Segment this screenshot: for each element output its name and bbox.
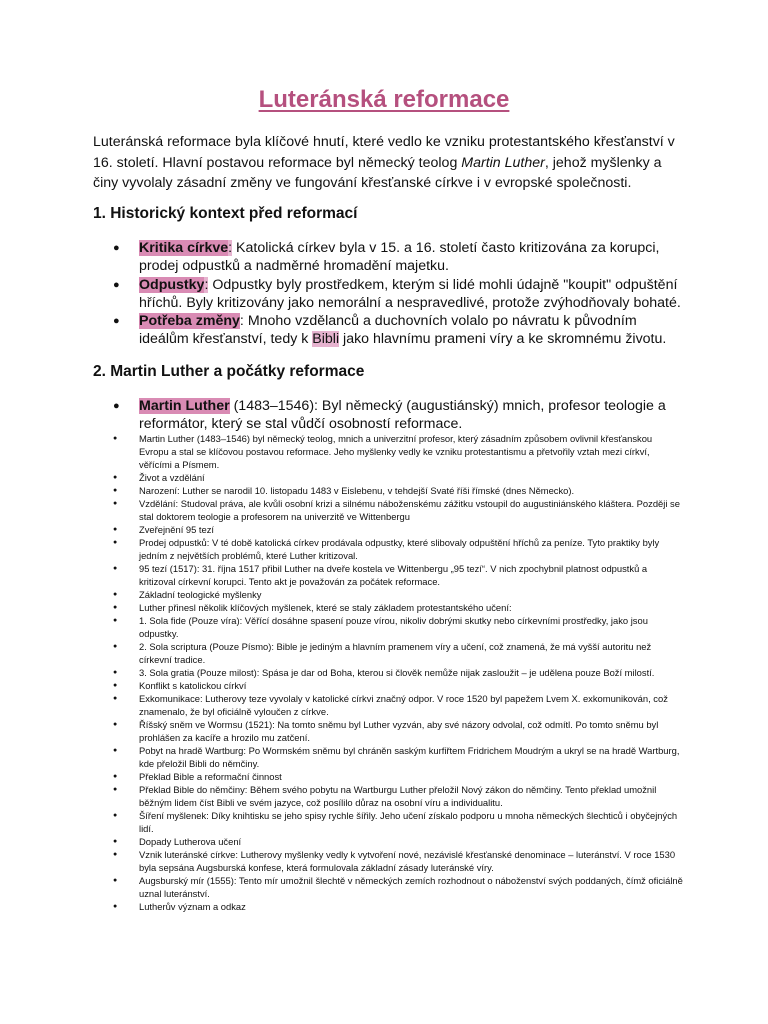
highlight-term: Odpustky <box>139 276 205 293</box>
page-title: Luteránská reformace <box>258 86 510 113</box>
list-item <box>113 276 683 313</box>
intro-name: Martin Luther <box>461 154 545 171</box>
context-list <box>113 239 683 349</box>
list-item: ● Překlad Bible do němčiny: Během svého pobytu na Wartburgu Luther přeložil Nový zákon do němčiny. Tento překlad umožnil běžným lidem číst Bibli ve svém jazyce, což posílilo důraz na osobní víru a individualitu. <box>113 783 683 809</box>
luther-lead-list <box>113 397 683 434</box>
list-item: ● 2. Sola scriptura (Pouze Písmo): Bible je jediným a hlavním pramenem víry a učení, což znamená, že má vyšší autoritu než církevní tradice. <box>113 640 683 666</box>
highlight-term: Martin Luther <box>139 398 230 414</box>
intro-text-end: , jehož myšlenky a činy vyvolaly zásadní změny ve fungování křesťanské církve i v evropské společnosti. <box>93 154 662 191</box>
section-heading-context: 1. Historický kontext před reformací <box>93 205 358 222</box>
highlight-term: Potřeba změny <box>139 313 240 330</box>
term-separator: : <box>239 313 244 330</box>
list-item: ● Pobyt na hradě Wartburg: Po Wormském sněmu byl chráněn saským kurfiřtem Fridrichem Moudrým a ukryl se na hradě Wartburg, kde přeložil Bibli do němčiny. <box>113 744 683 770</box>
item-text: Mnoho vzdělanců a duchovních volalo po návratu k původním ideálům křesťanství, tedy k <box>139 313 637 348</box>
item-text: Katolická církev byla v 15. a 16. století často kritizována za korupci, prodej odpustků a nadměrné hromadění majetku. <box>139 240 660 275</box>
list-item: ● Život a vzdělání <box>113 471 683 484</box>
list-item: ● Dopady Lutherova učení <box>113 835 683 848</box>
highlight-word: Bibli <box>312 331 340 348</box>
list-item: ● Martin Luther (1483–1546) byl německý teolog, mnich a univerzitní profesor, který zásadním způsobem ovlivnil křesťanskou Evropu a stal se klíčovou postavou reformace. Jeho myšlenky vedly ke vzniku protestantismu a přetvořily vztah mezi církví, věřícími a Písmem. <box>113 432 683 471</box>
list-item: ● 3. Sola gratia (Pouze milost): Spása je dar od Boha, kterou si člověk nemůže nijak zasloužit – je udělena pouze Boží milostí. <box>113 666 683 679</box>
list-item: ● Šíření myšlenek: Díky knihtisku se jeho spisy rychle šířily. Jeho učení získalo podporu u mnoha německých šlechticů i obyčejných lidí. <box>113 809 683 835</box>
list-item <box>113 312 683 349</box>
list-item: ● 95 tezí (1517): 31. října 1517 přibil Luther na dveře kostela ve Wittenbergu „95 tezí“. V nich zpochybnil platnost odpustků a kritizoval církevní korupci. Tento akt je považován za počátek reformace. <box>113 562 683 588</box>
luther-detail-list <box>113 432 683 913</box>
list-item: ● Exkomunikace: Lutherovy teze vyvolaly v katolické církvi značný odpor. V roce 1520 byl papežem Lvem X. exkomunikován, což znamenalo, že byl oficiálně vyloučen z církve. <box>113 692 683 718</box>
list-item: ● Augsburský mír (1555): Tento mír umožnil šlechtě v německých zemích rozhodnout o náboženství svých poddaných, čímž oficiálně uznal luteránství. <box>113 874 683 900</box>
term-separator: : <box>228 240 233 256</box>
list-item: ● Luther přinesl několik klíčových myšlenek, které se staly základem protestantského učení: <box>113 601 683 614</box>
intro-paragraph <box>93 132 683 194</box>
list-item: ● Prodej odpustků: V té době katolická církev prodávala odpustky, které slibovaly odpuštění hříchů za peníze. Tyto praktiky byly jedním z největších problémů, které Luther kritizoval. <box>113 536 683 562</box>
list-item: ● Vzdělání: Studoval práva, ale kvůli osobní krizi a silnému náboženskému zážitku vstoupil do augustiniánského kláštera. Později se stal doktorem teologie a profesorem na univerzitě ve Wittenbergu <box>113 497 683 523</box>
item-text: (1483–1546): Byl německý (augustiánský) mnich, profesor teologie a reformátor, který se stal vůdčí osobností reformace. <box>139 398 666 433</box>
list-item <box>113 397 683 434</box>
item-text: Odpustky byly prostředkem, kterým si lidé mohli údajně "koupit" odpuštění hříchů. Byly kritizovány jako nemorální a nespravedlivé, protože zvýhodňovaly bohaté. <box>139 276 681 311</box>
list-item: ● Konflikt s katolickou církví <box>113 679 683 692</box>
list-item: ● Narození: Luther se narodil 10. listopadu 1483 v Eislebenu, v tehdejší Svaté říši římské (dnes Německo). <box>113 484 683 497</box>
item-text-tail: jako hlavnímu prameni víry a ke skromnému životu. <box>339 331 667 348</box>
list-item: ● Říšský sněm ve Wormsu (1521): Na tomto sněmu byl Luther vyzván, aby své názory odvolal, což odmítl. Po tomto sněmu byl prohlášen za kacíře a hrozilo mu zatčení. <box>113 718 683 744</box>
list-item: ● Vznik luteránské církve: Lutherovy myšlenky vedly k vytvoření nové, nezávislé křesťanské denominace – luteránství. V roce 1530 byla sepsána Augsburská konfese, která formulovala základní zásady luteránské víry. <box>113 848 683 874</box>
list-item: ● Zveřejnění 95 tezí <box>113 523 683 536</box>
list-item <box>113 239 683 276</box>
list-item: ● 1. Sola fide (Pouze víra): Věřící dosáhne spasení pouze vírou, nikoliv dobrými skutky nebo církevními prostředky, jako jsou odpustky. <box>113 614 683 640</box>
intro-text-start: Luteránská reformace byla klíčové hnutí, které vedlo ke vzniku protestantského křesťanství v 16. století. Hlavní postavou reformace byl německý teolog <box>93 134 675 171</box>
list-item: ● Lutherův význam a odkaz <box>113 900 683 913</box>
section-heading-luther: 2. Martin Luther a počátky reformace <box>93 363 365 380</box>
highlight-term: Kritika církve <box>139 240 229 256</box>
list-item: ● Překlad Bible a reformační činnost <box>113 770 683 783</box>
term-separator: : <box>204 276 209 293</box>
list-item: ● Základní teologické myšlenky <box>113 588 683 601</box>
